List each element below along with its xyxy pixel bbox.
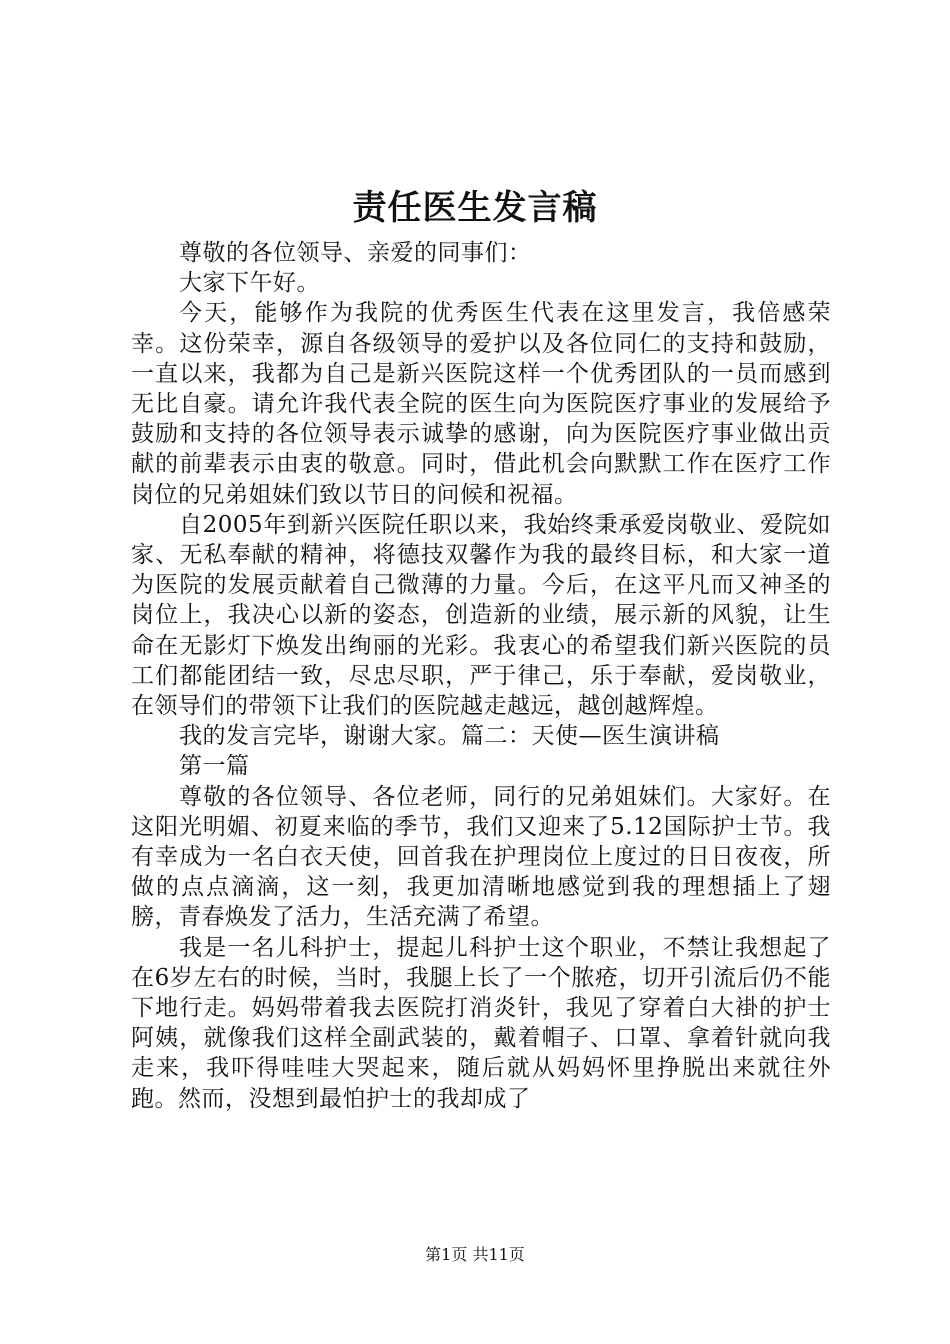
document-title: 责任医生发言稿 (352, 188, 598, 228)
paragraph-greeting: 大家下午好。 (179, 270, 320, 297)
page-number-footer: 第1页 共11页 (425, 1245, 525, 1264)
paragraph-salutation: 尊敬的各位领导、亲爱的同事们： (179, 240, 532, 266)
paragraph-section-heading: 第一篇 (179, 753, 250, 780)
document-body (131, 238, 831, 1114)
paragraph-closing: 我的发言完毕，谢谢大家。篇二：天使—医生演讲稿 (179, 723, 720, 750)
paragraph-nurse-story: 我是一名儿科护士，提起儿科护士这个职业，不禁让我想起了在6岁左右的时候，当时，我腿上长了一个脓疮，切开引流后仍不能下地行走。妈妈带着我去医院打消炎针，我见了穿着白大褂的护士阿姨，就像我们这样全副武装的，戴着帽子、口罩、拿着针就向我走来，我吓得哇哇大哭起来，随后就从妈妈怀里挣脱出来就往外跑。然而，没想到最怕护士的我却成了 (131, 934, 831, 1112)
paragraph-intro: 今天，能够作为我院的优秀医生代表在这里发言，我倍感荣幸。这份荣幸，源自各级领导的爱护以及各位同仁的支持和鼓励，一直以来，我都为自己是新兴医院这样一个优秀团队的一员而感到无比自豪。请允许我代表全院的医生向为医院医疗事业的发展给予鼓励和支持的各位领导表示诚挚的感谢，向为医院医疗事业做出贡献的前辈表示由衷的敬意。同时，借此机会向默默工作在医疗工作岗位的兄弟姐妹们致以节日的问候和祝福。 (131, 300, 831, 508)
paragraph-career: 自2005年到新兴医院任职以来，我始终秉承爱岗敬业、爱院如家、无私奉献的精神，将德技双馨作为我的最终目标，和大家一道为医院的发展贡献着自己微薄的力量。今后，在这平凡而又神圣的岗位上，我决心以新的姿态，创造新的业绩，展示新的风貌，让生命在无影灯下焕发出绚丽的光彩。我衷心的希望我们新兴医院的员工们都能团结一致，尽忠尽职，严于律己，乐于奉献，爱岗敬业，在领导们的带领下让我们的医院越走越远，越创越辉煌。 (131, 511, 831, 720)
paragraph-nurse-greeting: 尊敬的各位领导、各位老师，同行的兄弟姐妹们。大家好。在这阳光明媚、初夏来临的季节，我们又迎来了5.12国际护士节。我有幸成为一名白衣天使，回首我在护理岗位上度过的日日夜夜，所做的点点滴滴，这一刻，我更加清晰地感觉到我的理想插上了翅膀，青春焕发了活力，生活充满了希望。 (131, 783, 831, 931)
